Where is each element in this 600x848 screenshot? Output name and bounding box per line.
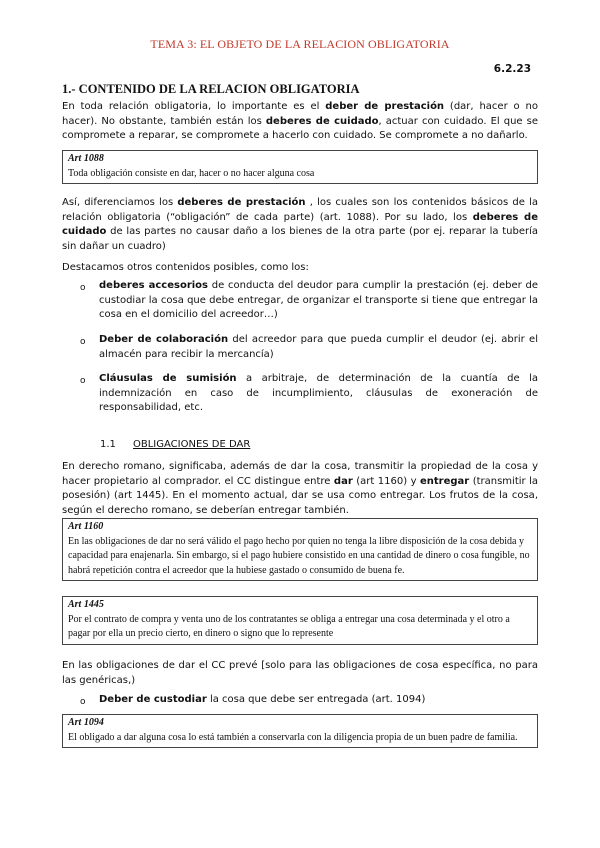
article-title: Art 1094 — [68, 717, 104, 728]
text: del acreedor para que pueda cumplir el deudor (ej. abrir el almacén para recibir la mercancía) — [99, 334, 538, 360]
article-1445-box — [62, 596, 538, 645]
subsection-1-1-paragraph-1 — [62, 460, 538, 518]
text: la cosa que debe ser entregada (art. 1094) — [206, 694, 426, 705]
article-title: Art 1445 — [68, 599, 104, 610]
bullet-item-deber-colaboracion — [99, 333, 538, 362]
text: (transmitir la posesión) (art 1445). En el momento actual, dar se usa como entregar. Los frutos de la cosa, según el derecho romano, se deberían entregar también. — [62, 475, 539, 516]
bold-term: deber de prestación — [325, 101, 445, 112]
article-text: Toda obligación consiste en dar, hacer o no hacer alguna cosa — [68, 167, 315, 179]
bold-term: deberes de cuidado — [62, 211, 538, 238]
bold-term: entregar — [419, 475, 470, 487]
bold-term: Cláusulas de sumisión — [99, 373, 237, 384]
text: , actuar con cuidado. El que se compromete a reparar, se compromete a hacerlo con cuidado. Se compromete a no dañarlo. — [62, 115, 539, 142]
bold-term: Deber de custodiar — [99, 694, 207, 705]
bullet-item-deber-custodiar — [99, 693, 538, 708]
article-title: Art 1160 — [68, 521, 104, 532]
bold-term: deberes de cuidado — [265, 115, 379, 127]
text: a arbitraje, de determinación de la cuantía de la indemnización en caso de incumplimiento, cláusulas de exoneración de responsabilidad, etc. — [99, 373, 538, 414]
article-text: Por el contrato de compra y venta uno de los contratantes se obliga a entregar una cosa determinada y el otro a pagar por ella un precio cierto, en dinero o signo que lo represente — [68, 613, 510, 639]
subsection-1-1-heading — [100, 439, 250, 450]
subsection-number: 1.1 — [100, 439, 116, 450]
section-1-heading: 1.- CONTENIDO DE LA RELACION OBLIGATORIA — [62, 82, 360, 96]
bullet-marker: o — [80, 283, 86, 293]
bullet-marker: o — [80, 337, 86, 347]
bullet-item-deberes-accesorios — [99, 279, 538, 323]
article-1094-box — [62, 714, 538, 748]
text: En derecho romano, significaba, además de dar la cosa, transmitir la propiedad de la cosa y hacer propietario al comprador. el CC distingue entre — [62, 461, 538, 487]
article-1160-box — [62, 518, 538, 581]
bold-term: Deber de colaboración — [99, 334, 229, 345]
document-title: TEMA 3: EL OBJETO DE LA RELACION OBLIGATORIA — [150, 37, 450, 51]
bullet-marker: o — [80, 376, 86, 386]
text: , los cuales son los contenidos básicos de la relación obligatoria (“obligación” de cada parte) (art. 1088). Por su lado, los — [62, 197, 538, 223]
document-date: 6.2.23 — [493, 63, 531, 75]
subsection-1-1-paragraph-2: En las obligaciones de dar el CC prevé [solo para las obligaciones de cosa específica, no para las genéricas,) — [62, 660, 538, 686]
text: (art 1160) y — [352, 475, 420, 487]
article-1088-box — [62, 150, 538, 184]
text: En toda relación obligatoria, lo importante es el — [62, 101, 326, 112]
bullet-marker: o — [80, 697, 86, 707]
article-title: Art 1088 — [68, 153, 104, 164]
section-1-paragraph-3: Destacamos otros contenidos posibles, como los: — [62, 262, 309, 273]
text: de conducta del deudor para cumplir la prestación (ej. deber de custodiar la cosa que debe entregar, de organizar el transporte si tiene que entregar la cosa en el domicilio del acreedor…) — [99, 280, 538, 321]
bold-term: deberes accesorios — [99, 280, 209, 291]
section-1-paragraph-2 — [62, 196, 538, 254]
article-text: El obligado a dar alguna cosa lo está también a conservarla con la diligencia propia de un buen padre de familia. — [68, 731, 518, 743]
subsection-label: OBLIGACIONES DE DAR — [133, 439, 251, 450]
text: Así, diferenciamos los — [62, 197, 178, 208]
text: de las partes no causar daño a los bienes de la otra parte (por ej. reparar la tubería sin dañar un cuadro) — [62, 226, 538, 252]
text: (dar, hacer o no hacer). No obstante, también están los — [62, 101, 538, 127]
section-1-paragraph-1 — [62, 100, 538, 144]
bold-term: dar — [333, 475, 353, 487]
bullet-item-clausulas-sumision — [99, 372, 538, 416]
bold-term: deberes de prestación — [177, 197, 306, 208]
article-text: En las obligaciones de dar no será válido el pago hecho por quien no tenga la libre disposición de la cosa debida y capacidad para enajenarla. Sin embargo, si el pago hubiere consistido en una cantidad de dinero o cosa fungible, no habrá repetición contra el acreedor que la hubiese gastado o consumido de buena fe. — [68, 535, 530, 576]
